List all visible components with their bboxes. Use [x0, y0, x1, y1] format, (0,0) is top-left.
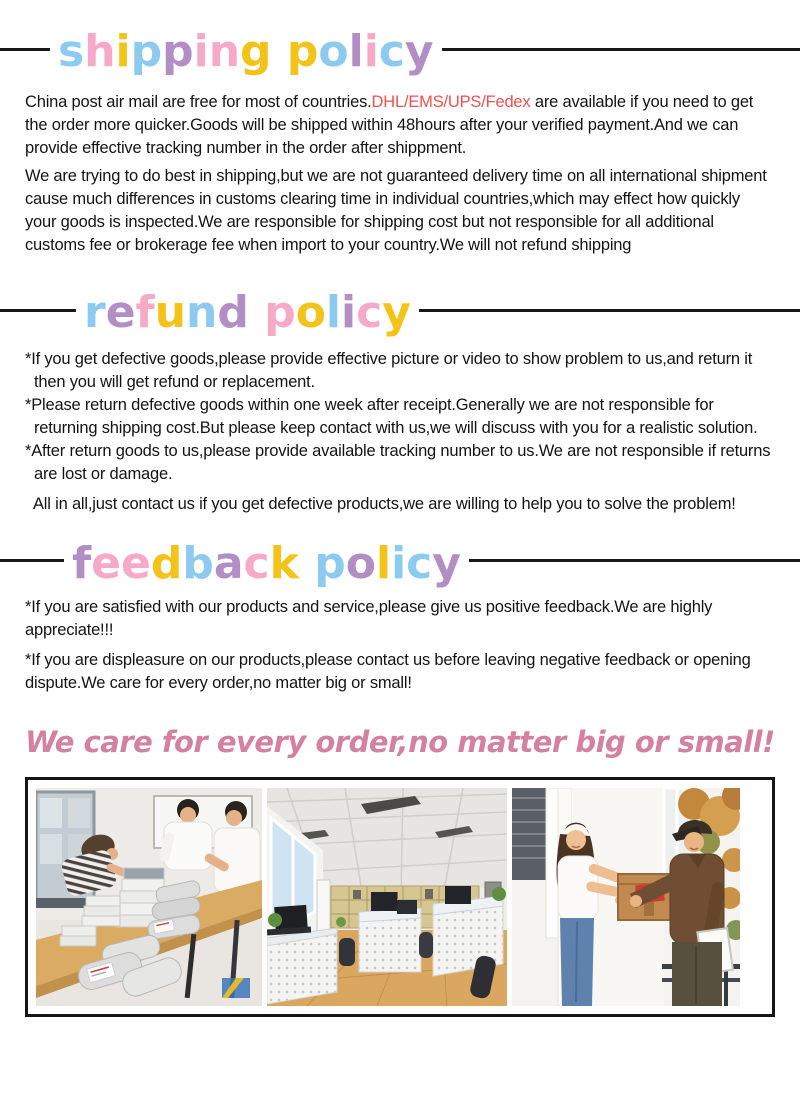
feedback-policy-heading: [0, 537, 800, 589]
refund-policy-heading: [0, 289, 800, 337]
refund-closing-note: All in all,just contact us if you get defective products,we are willing to help you to solve the problem!: [33, 494, 736, 513]
care-slogan: We care for every order,no matter big or small!: [25, 725, 775, 760]
shipping-policy-title: shipping policy: [58, 26, 434, 77]
heading-rule-left: [0, 48, 50, 51]
shipping-paragraph-1: China post air mail are free for most of countries.DHL/EMS/UPS/Fedex are available if you need to get the order more quicker.Goods will be shipped within 48hours after your verified payment.And we can provide effective tracking number in the order after shippment.: [25, 93, 754, 158]
heading-rule-right: [469, 559, 800, 562]
heading-rule-right: [442, 48, 800, 51]
feedback-policy-title: feedback policy: [72, 537, 461, 589]
office-photo: [267, 788, 507, 1006]
shipping-policy-section: [0, 91, 800, 257]
photo-strip: [36, 788, 764, 1006]
shipping-policy-heading: [0, 28, 800, 76]
heading-rule-left: [0, 559, 64, 562]
refund-policy-title: refund policy: [84, 287, 411, 339]
photo-strip-frame: [25, 777, 775, 1017]
shipping-paragraph-2: We are trying to do best in shipping,but we are not guaranteed delivery time on all international shipment cause much differences in customs clearing time in individual countries,which may effect how quickly your goods is inspected.We are responsible for shipping cost but not responsible for all additional customs fee or brokerage fee when import to your country.We will not refund shipping: [25, 167, 767, 255]
feedback-item: *If you are satisfied with our products and service,please give us positive feedback.We are highly appreciate!!!: [25, 598, 713, 640]
delivery-photo: [512, 788, 740, 1006]
feedback-item: *If you are displeasure on our products,please contact us before leaving negative feedback or opening dispute.We care for every order,no matter big or small!: [25, 651, 751, 693]
refund-item: *If you get defective goods,please provide effective picture or video to show problem to us,and return it then you will get refund or replacement.: [25, 349, 753, 391]
packing-warehouse-photo: [36, 788, 262, 1006]
refund-item: *After return goods to us,please provide available tracking number to us.We are not responsible if returns are lost or damage.: [25, 441, 771, 483]
refund-item: *Please return defective goods within one week after receipt.Generally we are not responsible for returning shipping cost.But please keep contact with us,we will discuss with you for a realistic solution.: [25, 395, 758, 437]
feedback-policy-section: [0, 596, 800, 695]
refund-policy-section: [0, 348, 800, 516]
heading-rule-left: [0, 309, 76, 312]
heading-rule-right: [419, 309, 800, 312]
